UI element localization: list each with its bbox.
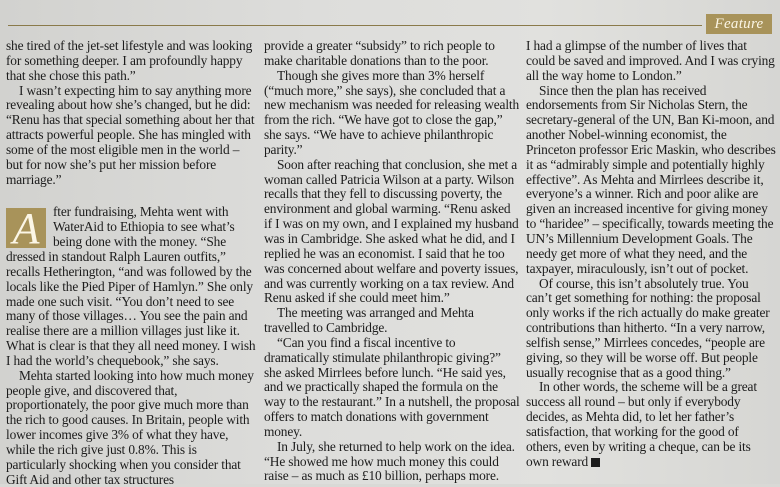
- paragraph: Mehta started looking into how much money people give, and discovered that, proportionately, the poor give much more than the rich to good causes. In Britain, people with lower incomes give 3% of what they have, while the rich give just 0.8%. This is particularly shocking when you consider that Gift Aid and other tax structures: [6, 367, 254, 487]
- article-column-3: [526, 39, 776, 479]
- article-column-1: [6, 38, 258, 487]
- paragraph: provide a greater “subsidy” to rich people to make charitable donations than to the poor.: [264, 38, 495, 68]
- paragraph: The meeting was arranged and Mehta travelled to Cambridge.: [264, 305, 474, 336]
- paragraph: In July, she returned to help work on the idea. “He showed me how much money this could raise – as much as £10 billion, perhaps more.: [264, 438, 515, 484]
- drop-cap: A: [6, 208, 46, 248]
- paragraph: she tired of the jet-set lifestyle and was looking for something deeper. I am profoundly happy that she chose this path.”: [6, 38, 253, 83]
- paragraph: Though she gives more than 3% herself (“much more,” she says), she concluded that a new mechanism was needed for releasing wealth from the rich. “We have got to close the gap,” she says. “We have to achieve philanthropic parity.”: [264, 67, 520, 157]
- paragraph: I wasn’t expecting him to say anything more revealing about how she’s changed, but he did: “Renu has that special something about her that attracts powerful people. She has mingled with some of the most eligible men in the world – but for now she’s put her mission before marriage.”: [6, 82, 255, 187]
- paragraph: I had a glimpse of the number of lives that could be saved and improved. And I was crying all the way home to London.”: [526, 38, 775, 83]
- paragraph-final: [526, 380, 776, 469]
- paragraph: Soon after reaching that conclusion, she met a woman called Patricia Wilson at a party. Wilson recalls that they fell to discussing poverty, the environment and global warming. “Renu asked if I was on my own, and I explained my husband was in Cambridge. She asked what he did, and I replied he was an economist. I said that he too was concerned about welfare and poverty issues, and was currently working on a tax review. And Renu asked if she could meet him.”: [264, 156, 519, 306]
- paragraph: fter fundraising, Mehta went with WaterAid to Ethiopia to see what’s being done with the money. “She dressed in standout Ralph Lauren outfits,” recalls Hetherington, “and was followed by the locals like the Pied Piper of Hamlyn.” She only made one such visit. “You don’t need to see many of those villages… You see the pain and realise there are a million villages just like it. What is clear is that they all need money. I wish I had the world’s chequebook,” she says.: [6, 204, 256, 368]
- end-of-article-mark: [591, 458, 600, 467]
- section-tag-feature: Feature: [706, 14, 772, 34]
- paragraph: “Can you find a fiscal incentive to dramatically stimulate philanthropic giving?” she asked Mirrlees before lunch. “He said yes, and we practically shaped the formula on the way to the restaurant.” In a nutshell, the proposal offers to match donations with government money.: [264, 334, 520, 439]
- article-column-2: [264, 38, 520, 484]
- header-rule: [8, 25, 702, 26]
- paragraph: Of course, this isn’t absolutely true. You can’t get something for nothing: the proposal only works if the rich actually do make greater contributions than hitherto. “In a very narrow, selfish sense,” Mirrlees concedes, “people are giving, so they will be worse off. But people usually recognise that as a good thing.”: [526, 275, 770, 380]
- final-paragraph-text: In other words, the scheme will be a great success all round – but only if everybody decides, as Mehta did, to let her father’s satisfaction, that working for the good of others, even by writing a cheque, can be its own reward: [526, 379, 757, 469]
- paragraph: Since then the plan has received endorsements from Sir Nicholas Stern, the secretary-general of the UN, Ban Ki-moon, and another Nobel-winning economist, the Princeton professor Eric Maskin, who describes it as “admirably simple and potentially highly effective”. As Mehta and Mirrlees describe it, everyone’s a winner. Rich and poor alike are given an increased incentive for giving money to “haridee” – specifically, towards meeting the UN’s Millennium Development Goals. The needy get more of what they need, and the taxpayer, miraculously, isn’t out of pocket.: [526, 82, 776, 276]
